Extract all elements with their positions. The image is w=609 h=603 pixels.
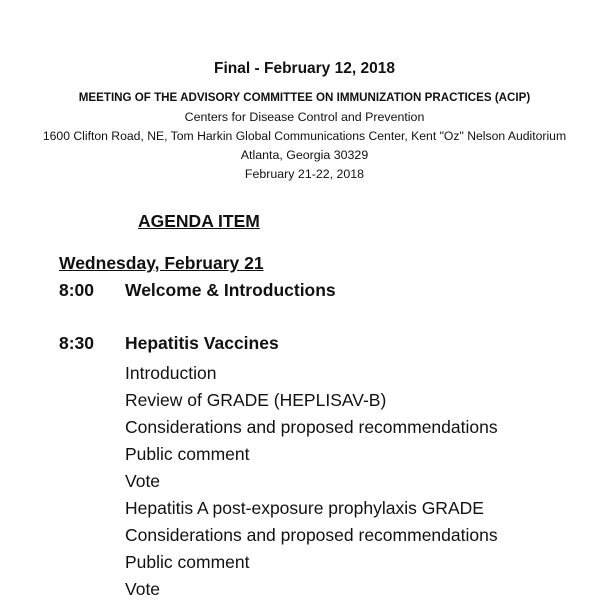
agenda-heading: AGENDA ITEM [138, 211, 260, 231]
agenda-item [59, 280, 336, 301]
organization-name: Centers for Disease Control and Prevention [184, 110, 425, 124]
agenda-subitem: Hepatitis A post-exposure prophylaxis GRADE [125, 498, 484, 518]
agenda-subitem: Review of GRADE (HEPLISAV-B) [125, 390, 387, 410]
agenda-subitem: Considerations and proposed recommendations [125, 525, 498, 545]
agenda-subitem: Considerations and proposed recommendations [125, 417, 498, 437]
agenda-item-time: 8:00 [59, 280, 95, 300]
agenda-item [59, 333, 279, 354]
agenda-subitem: Vote [125, 579, 161, 599]
agenda-subitem: Introduction [125, 363, 217, 383]
meeting-dates: February 21-22, 2018 [244, 167, 365, 181]
agenda-subitem: Public comment [125, 552, 250, 572]
meeting-title: MEETING OF THE ADVISORY COMMITTEE ON IMMUNIZATION PRACTICES (ACIP) [78, 91, 531, 104]
meeting-city: Atlanta, Georgia 30329 [240, 148, 369, 162]
agenda-subitem: Public comment [125, 444, 250, 464]
document-status: Final - February 12, 2018 [214, 60, 395, 77]
agenda-subitem-list [125, 360, 498, 603]
agenda-subitem: Vote [125, 471, 161, 491]
agenda-item-title: Hepatitis Vaccines [125, 333, 279, 353]
agenda-item-title: Welcome & Introductions [125, 280, 336, 300]
meeting-address: 1600 Clifton Road, NE, Tom Harkin Global Communications Center, Kent "Oz" Nelson Auditorium [42, 129, 567, 143]
day-heading: Wednesday, February 21 [59, 253, 264, 273]
agenda-item-time: 8:30 [59, 333, 95, 353]
